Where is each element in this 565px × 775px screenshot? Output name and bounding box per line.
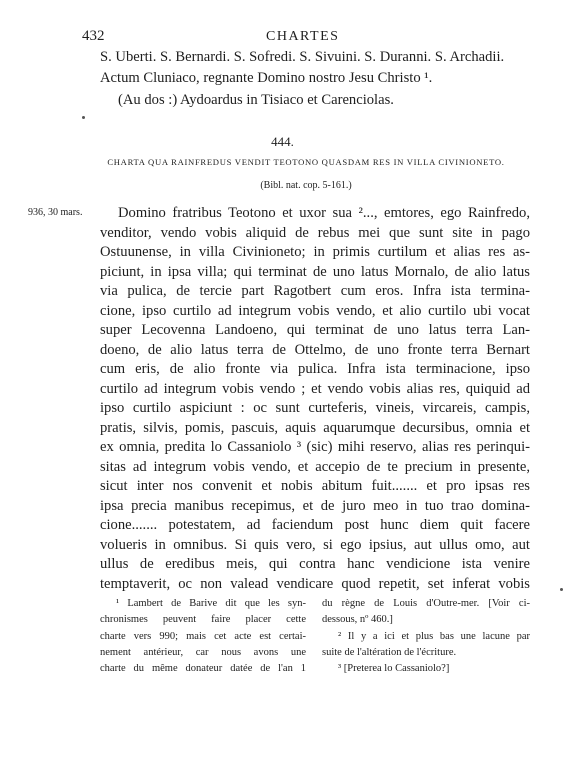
body-line: via pulica, de tercie part Ragotbert cum eros. Infra ista termina- — [100, 283, 530, 299]
body-line: ipsa precia manibus recepimus, et de juro meo in tuo trao domina- — [100, 497, 530, 514]
body-line: doeno, de alio latus terra de Ottelmo, de uno fronte terra Bernart — [100, 341, 530, 358]
footnote-line: chronismes peuvent faire placer cette — [100, 614, 306, 626]
footnote-line: charte du même donateur datée de l'an 1 — [100, 663, 306, 675]
footnote-line: du règne de Louis d'Outre-mer. [Voir ci- — [322, 598, 530, 609]
previous-charter-line: (Au dos :) Aydoardus in Tisiaco et Carenciolas. — [118, 92, 394, 108]
body-line: volueris in omnibus. Si quis vero, si ego ipsius, aut ullus omo, aut — [100, 536, 530, 553]
body-line: pratis, silvis, pomis, pascuis, aquis aquarumque decursibus, omnia et — [100, 419, 530, 436]
margin-dot — [82, 116, 85, 119]
body-line: Ostuunense, in villa Civinioneto; in primis curtilum et alias res as- — [100, 244, 530, 260]
body-line: cum eris, de alio fronte via pulica. Infra ista terminacione, ipso — [100, 361, 530, 377]
footnote-line: dessous, nº 460.] — [322, 614, 393, 626]
margin-dot — [560, 588, 563, 591]
running-title: CHARTES — [266, 29, 340, 44]
footnote-line: ² Il y a ici et plus bas une lacune par — [338, 630, 530, 642]
footnote-line: ³ [Preterea lo Cassaniolo?] — [338, 663, 450, 675]
footnote-line: nement antérieur, car nous avons une — [100, 646, 306, 658]
previous-charter-line: Actum Cluniaco, regnante Domino nostro Jesu Christo ¹. — [100, 70, 433, 86]
body-line: piciunt, in ipsa villa; qui terminat de uno latus Mornalo, de alio latus — [100, 263, 530, 280]
body-line: temptaverit, oc non valead vendicare quod repetit, set inferat vobis — [100, 575, 530, 592]
charter-title: CHARTA QUA RAINFREDUS VENDIT TEOTONO QUASDAM RES IN VILLA CIVINIONETO. — [107, 157, 505, 167]
previous-charter-line: S. Uberti. S. Bernardi. S. Sofredi. S. Sivuini. S. Duranni. S. Archadii. — [100, 49, 505, 65]
body-line: ex omnia, predita lo Cassaniolo ³ (sic) mihi reservo, alias res perinqui- — [100, 439, 530, 455]
body-line: curtilo ad integrum vobis vendo ; et vendo vobis alias res, quiquid ad — [100, 380, 530, 397]
page-number: 432 — [82, 28, 105, 44]
body-line: super Lecovenna Landoeno, qui terminat de uno latus terra Lan- — [100, 322, 530, 338]
body-line: Domino fratribus Teotono et uxor sua ²..., emtores, ego Rainfredo, — [118, 205, 530, 221]
charter-source: (Bibl. nat. cop. 5-161.) — [260, 180, 352, 191]
footnotes-left-column — [100, 596, 306, 677]
body-line: venditor, vendo vobis aliquid de rebus mei que sunt site in pago — [100, 224, 530, 241]
footnotes-right-column — [322, 596, 530, 677]
body-line: ullus de eredibus meis, qui contra hanc vendicione ista venire — [100, 556, 530, 572]
body-line: cione....... potestatem, ad faciendum post hunc diem quit facere — [100, 517, 530, 533]
footnote-line: suite de l'altération de l'écriture. — [322, 646, 457, 658]
charter-body — [100, 204, 530, 594]
body-line: sicut inter nos convenit et nobis abitum fuit....... et pro ipsas res — [100, 478, 530, 494]
footnote-line: charte vers 990; mais cet acte est certai- — [100, 630, 306, 642]
body-line: sitas ad integrum vobis vendo, et accepio de te precium in presente, — [100, 458, 530, 475]
charter-number: 444. — [271, 134, 294, 149]
charter-date: 936, 30 mars. — [28, 207, 83, 218]
body-line: cione, ipso curtilo ad integrum vobis vendo, et alio curtilo ubi vocat — [100, 302, 530, 319]
footnote-line: ¹ Lambert de Barive dit que les syn- — [116, 598, 306, 609]
body-line: ipso curtilo aspiciunt : oc sunt curteferis, vineis, vircareis, campis, — [100, 400, 530, 416]
